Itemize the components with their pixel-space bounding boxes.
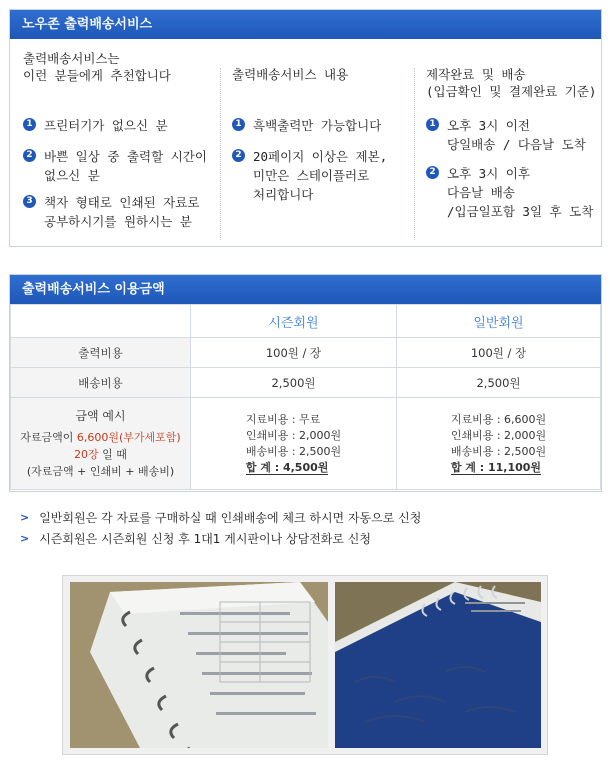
number-2-icon: 2 (232, 149, 245, 162)
column-divider (414, 68, 415, 240)
number-1-icon: 1 (23, 118, 36, 131)
general-value: 2,500원 (397, 368, 601, 398)
general-value: 100원 / 장 (397, 338, 601, 368)
column-divider (220, 68, 221, 240)
row-label: 출력비용 (11, 338, 191, 368)
recommend-item-3: 3 책자 형태로 인쇄된 자료로 공부하시기를 원하시는 분 (23, 193, 199, 231)
note-season-member: > 시즌회원은 시즌회원 신청 후 1대1 게시판이나 상담전화로 신청 (20, 532, 371, 546)
general-total: 합 계 : 11,100원 (450, 460, 542, 474)
price-panel (9, 274, 602, 492)
delivery-title: 제작완료 및 배송 (입금확인 및 결제완료 기준) (426, 67, 597, 99)
service-content-column (232, 66, 348, 83)
note-general-member: > 일반회원은 각 자료를 구매하실 때 인쇄배송에 체크 하시면 자동으로 신청 (20, 511, 422, 525)
recommend-column (23, 50, 171, 84)
delivery-item-2: 2 오후 3시 이후 다음날 배송 /입금일포함 3일 후 도착 (426, 164, 593, 221)
recommend-item-2: 2 바쁜 일상 중 출력할 시간이 없으신 분 (23, 147, 207, 185)
table-row (11, 368, 601, 398)
number-2-icon: 2 (23, 149, 36, 162)
service-intro-panel (9, 9, 602, 247)
number-1-icon: 1 (426, 118, 439, 131)
delivery-item-1: 1 오후 3시 이전 당일배송 / 다음날 도착 (426, 116, 586, 154)
recommend-item-1: 1 프린터기가 없으신 분 (23, 116, 168, 135)
service-item-2: 2 20페이지 이상은 제본, 미만은 스테이플러로 처리합니다 (232, 147, 387, 204)
number-2-icon: 2 (426, 166, 439, 179)
service-content-title: 출력배송서비스 내용 (232, 67, 349, 82)
general-example-cell: 지료비용 : 6,600원 인쇄비용 : 2,000원 배송비용 : 2,500원 합 계 : 11,100원 (397, 398, 601, 490)
season-example-cell: 지료비용 : 무료 인쇄비용 : 2,000원 배송비용 : 2,500원 합 계 : 4,500원 (191, 398, 397, 490)
general-member-header: 일반회원 (397, 305, 601, 338)
photo-gallery (62, 575, 548, 755)
bound-document-photo (70, 582, 328, 748)
row-label: 배송비용 (11, 368, 191, 398)
service-item-1: 1 흑백출력만 가능합니다 (232, 116, 381, 135)
season-total: 합 계 : 4,500원 (245, 460, 329, 474)
number-3-icon: 3 (23, 195, 36, 208)
arrow-right-icon: > (20, 511, 30, 524)
delivery-column (426, 66, 596, 100)
arrow-right-icon: > (20, 532, 30, 545)
intro-panel-title: 노우존 출력배송서비스 (10, 10, 601, 39)
number-1-icon: 1 (232, 118, 245, 131)
table-corner (11, 305, 191, 338)
season-value: 100원 / 장 (191, 338, 397, 368)
blue-cover-booklet-photo (335, 582, 541, 748)
price-table (10, 304, 601, 490)
price-panel-title: 출력배송서비스 이용금액 (10, 275, 601, 304)
season-member-header: 시즌회원 (191, 305, 397, 338)
example-row (11, 398, 601, 490)
example-label-cell: 금액 예시 자료금액이 6,600원(부가세포함) 20장 일 때 (자료금액 + 인쇄비 + 배송비) (11, 398, 191, 490)
table-row (11, 338, 601, 368)
recommend-title: 출력배송서비스는 이런 분들에게 추천합니다 (23, 51, 171, 83)
season-value: 2,500원 (191, 368, 397, 398)
